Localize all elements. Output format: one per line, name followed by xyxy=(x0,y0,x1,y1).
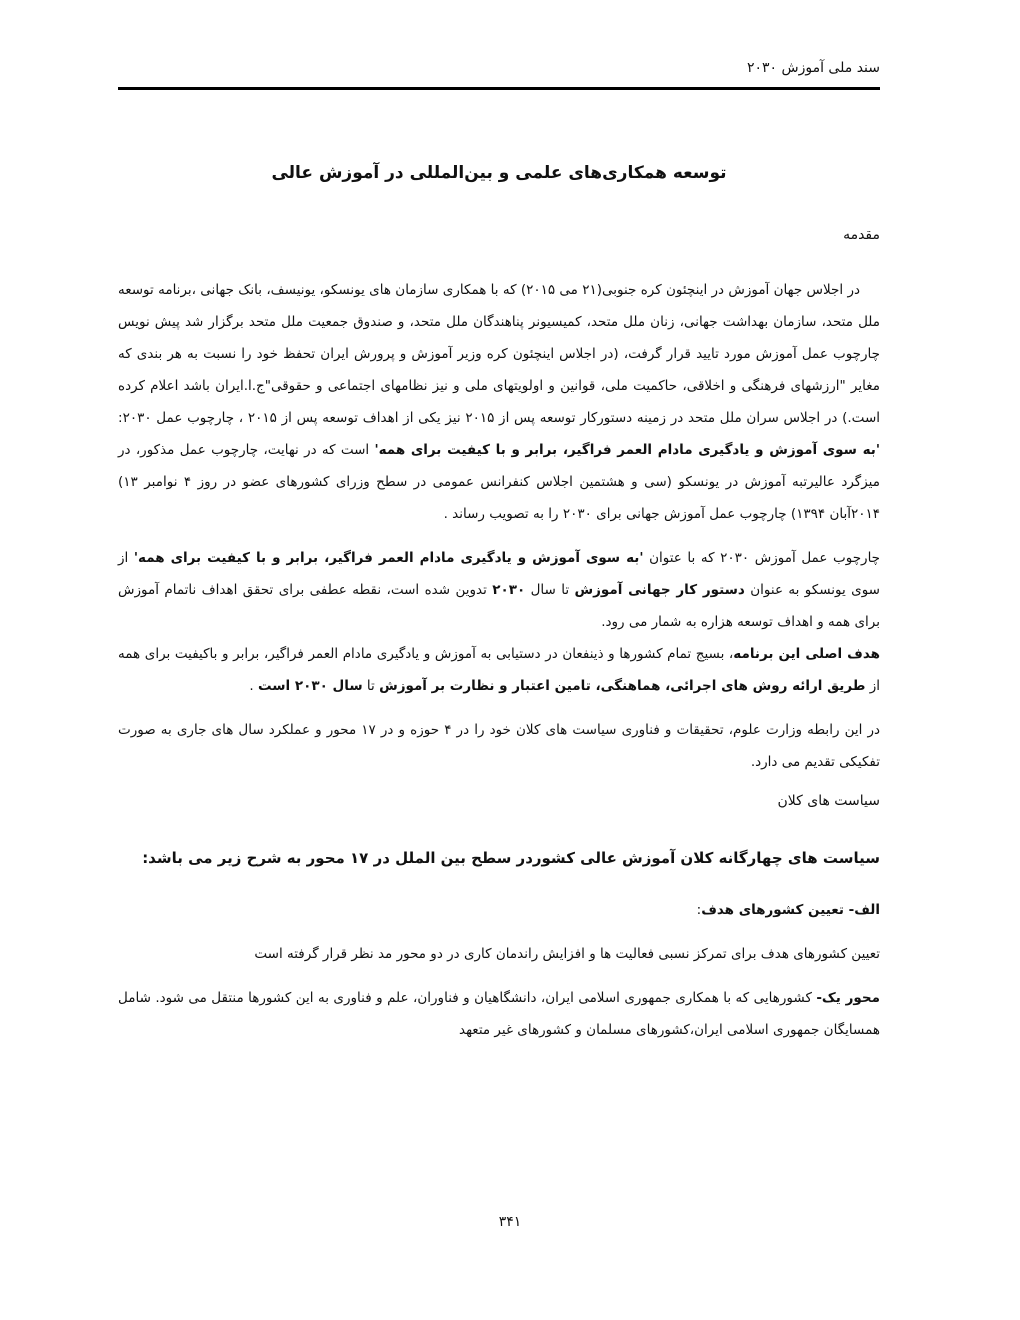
goal-label: هدف اصلی این برنامه xyxy=(733,646,881,662)
goal-text-2: تا xyxy=(362,678,380,694)
framework-paragraph xyxy=(118,542,880,638)
axis-one-text: کشورهایی که با همکاری جمهوری اسلامی ایران، دانشگاهیان و فناوران، علم و فناوری به این کشورها منتقل می شود. شامل همسایگان جمهوری اسلامی ایران،کشورهای مسلمان و کشورهای غیر متعهد xyxy=(118,990,880,1038)
framework-title: 'به سوی آموزش و یادگیری مادام العمر فراگیر، برابر و با کیفیت برای همه' xyxy=(133,550,644,566)
section-a-heading xyxy=(118,894,880,926)
axis-one-paragraph xyxy=(118,982,880,1046)
document-body xyxy=(118,160,880,1058)
header-divider xyxy=(118,87,880,90)
axis-one-label: محور یک- xyxy=(816,990,880,1006)
framework-text-4: تدوین شده است، نقطه عطفی برای تحقق اهداف ناتمام آموزش برای همه و اهداف توسعه هزاره به شمار می رود. xyxy=(118,582,880,630)
framework-year: ۲۰۳۰ xyxy=(492,582,526,598)
intro-paragraph xyxy=(118,274,880,530)
section-a-colon: : xyxy=(696,902,702,918)
running-header: سند ملی آموزش ۲۰۳۰ xyxy=(746,60,880,76)
framework-text-2: از سوی یونسکو به عنوان xyxy=(118,550,880,598)
framework-agenda: دستور کار جهانی آموزش xyxy=(574,582,745,598)
document-title: توسعه همکاری‌های علمی و بین‌المللی در آموزش عالی xyxy=(271,163,727,183)
target-countries-paragraph: تعیین کشورهای هدف برای تمرکز نسبی فعالیت ها و افزایش راندمان کاری در دو محور مد نظر قرار گرفته است xyxy=(254,946,880,962)
framework-text-1: چارچوب عمل آموزش ۲۰۳۰ که با عتوان xyxy=(643,550,881,566)
policies-heading: سیاست های کلان xyxy=(777,793,880,809)
page-number: ۳۴۱ xyxy=(498,1214,522,1230)
goal-year: سال ۲۰۳۰ است xyxy=(257,678,363,694)
intro-framework-title: 'به سوی آموزش و یادگیری مادام العمر فراگیر، برابر و با کیفیت برای همه' xyxy=(374,442,881,458)
intro-heading: مقدمه xyxy=(843,227,880,243)
goal-text-3: . xyxy=(249,678,258,694)
section-a-label: الف- تعیین کشورهای هدف xyxy=(701,902,880,918)
intro-text-2: است که در نهایت، چارچوب عمل مذکور، در میزگرد عالیرتبه آموزش در یونسکو (سی و هشتمین اجلاس کنفرانس عمومی در سطح وزرای کشورهای عضو در روز ۴ نوامبر ۱۳) ۲۰۱۴آبان ۱۳۹۴) چارچوب عمل آموزش جهانی برای ۲۰۳۰ را به تصویب رساند . xyxy=(118,442,880,522)
goal-paragraph xyxy=(118,638,880,702)
policies-statement: سیاست های چهارگانه کلان آموزش عالی کشوردر سطح بین الملل در ۱۷ محور به شرح زیر می باشد: xyxy=(142,849,880,867)
intro-text-1: در اجلاس جهان آموزش در اینچئون کره جنوبی(۲۱ می ۲۰۱۵) که با همکاری سازمان های یونسکو، یونیسف، بانک جهانی ،برنامه توسعه ملل متحد، سازمان بهداشت جهانی، زنان ملل متحد، کمیسیونر پناهندگان ملل متحد، و صندوق جمعیت ملل متحد برگزار شد پیش نویس چارچوب عمل آموزش مورد تایید قرار گرفت، (در اجلاس اینچئون کره وزیر آموزش و پرورش ایران تحفظ خود را نسبت به هر بندی که مغایر "ارزشهای فرهنگی و اخلاقی، حاکمیت ملی، قوانین و اولویتهای ملی و نیز نظامهای اجتماعی و حقوقی"ج.ا.ایران باشد اعلام کرده است.) در اجلاس سران ملل متحد در زمینه دستورکار توسعه پس از ۲۰۱۵ نیز یکی از اهداف توسعه پس از ۲۰۱۵ ، چارچوب عمل ۲۰۳۰: xyxy=(118,282,881,426)
goal-methods: طریق ارائه روش های اجرائی، هماهنگی، تامین اعتبار و نظارت بر آموزش xyxy=(379,678,866,694)
goal-text-1: ، بسیج تمام کشورها و ذینفعان در دستیابی به آموزش و یادگیری مادام العمر فراگیر، برابر و باکیفیت برای همه از xyxy=(118,646,880,694)
framework-text-3: تا سال xyxy=(525,582,575,598)
ministry-paragraph: در این رابطه وزارت علوم، تحقیقات و فناوری سیاست های کلان خود را در ۴ حوزه و در ۱۷ محور و عملکرد سال های جاری به صورت تفکیکی تقدیم می دارد. xyxy=(118,722,880,770)
